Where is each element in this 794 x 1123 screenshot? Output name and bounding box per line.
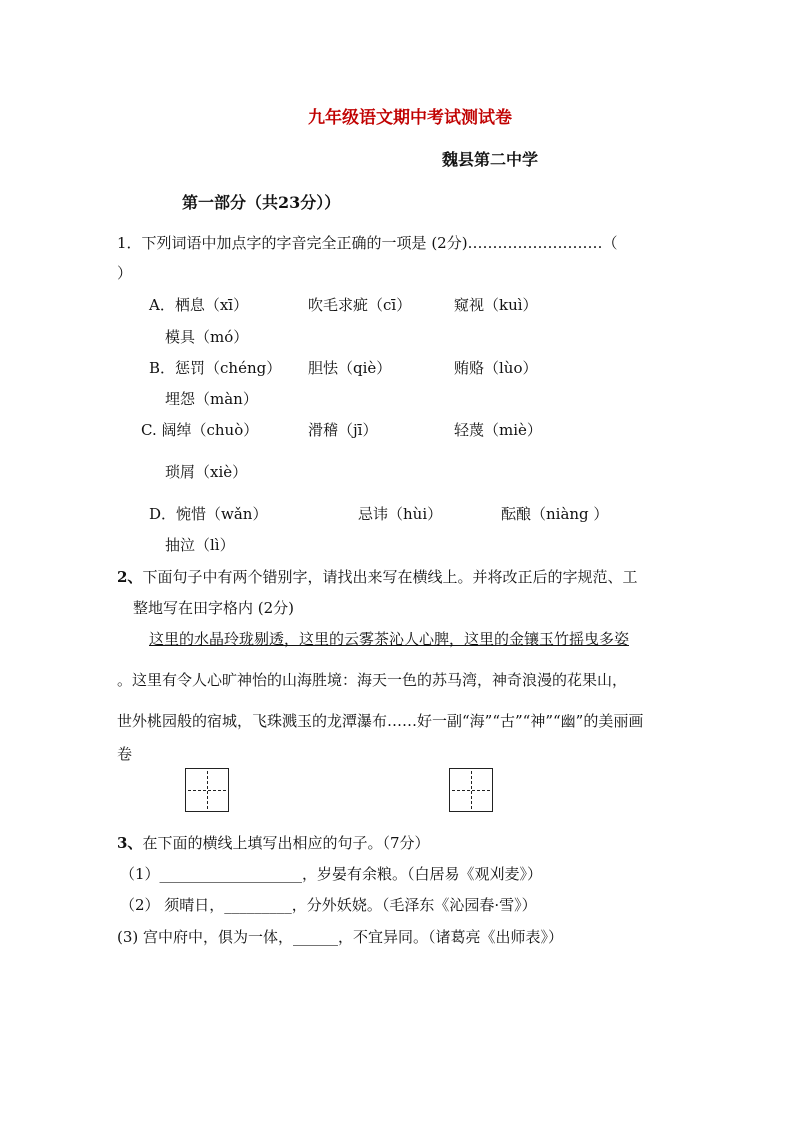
option-c-word-2: 滑稽（jī） [308,421,378,439]
school-name: 魏县第二中学 [442,150,539,169]
question-2-passage-line-1: 这里的水晶玲珑剔透，这里的云雾茶沁人心脾，这里的金镶玉竹摇曳多姿 [149,630,630,648]
question-2-passage-line-3: 世外桃园般的宿城，飞珠溅玉的龙潭瀑布……好一副“海”“古”“神”“幽”的美丽画 [117,712,644,730]
document-title: 九年级语文期中考试测试卷 [308,108,512,128]
option-a-word-1: A．栖息（xī） [149,296,249,314]
option-a-word-3: 窥视（kuì） [454,296,538,314]
option-d-word-1: D．惋惜（wǎn） [149,505,268,523]
option-c-word-3: 轻蔑（miè） [454,421,542,439]
question-3-item-3: (3) 宫中府中，俱为一体，______，不宜异同。（诸葛亮《出师表》） [117,928,564,946]
question-2-stem-line-2: 整地写在田字格内 (2分) [133,599,295,617]
question-3-item-2: （2） 须晴日，_________，分外妖娆。（毛泽东《沁园春·雪》） [120,896,537,914]
option-d-word-2: 忌讳（hùi） [358,505,443,523]
question-1-stem-end: ） [117,264,133,282]
option-b-word-3: 贿赂（lùo） [454,359,538,377]
section-heading: 第一部分（共23分）） [182,193,341,212]
option-b-word-4: 埋怨（màn） [165,390,258,408]
question-1-stem: 1．下列词语中加点字的字音完全正确的一项是 (2分)………………………（ [117,234,618,252]
option-d-word-4: 抽泣（lì） [165,536,235,554]
tianzige-box-2[interactable] [449,768,493,812]
option-a-word-2: 吹毛求疵（cī） [308,296,412,314]
question-3-item-1: （1）___________________，岁晏有余粮。（白居易《观刈麦》） [120,865,543,883]
option-a-word-4: 模具（mó） [165,328,249,346]
option-d-word-3: 酝酿（niàng ） [501,505,609,523]
option-c-word-1: C. 阔绰（chuò） [141,421,259,439]
question-3-stem: 3、在下面的横线上填写出相应的句子。（7分） [117,834,430,852]
question-2-passage-line-4: 卷 [117,745,133,763]
option-c-word-4: 琐屑（xiè） [165,463,248,481]
question-2-passage-line-2: 。这里有令人心旷神怡的山海胜境：海天一色的苏马湾，神奇浪漫的花果山， [117,671,628,689]
option-b-word-1: B．惩罚（chéng） [149,359,282,377]
question-2-stem-line-1: 2、下面句子中有两个错别字，请找出来写在横线上。并将改正后的字规范、工 [117,568,638,586]
question-2-number: 2、 [117,568,143,586]
question-3-number: 3、 [117,834,143,852]
option-b-word-2: 胆怯（qiè） [308,359,392,377]
tianzige-box-1[interactable] [185,768,229,812]
